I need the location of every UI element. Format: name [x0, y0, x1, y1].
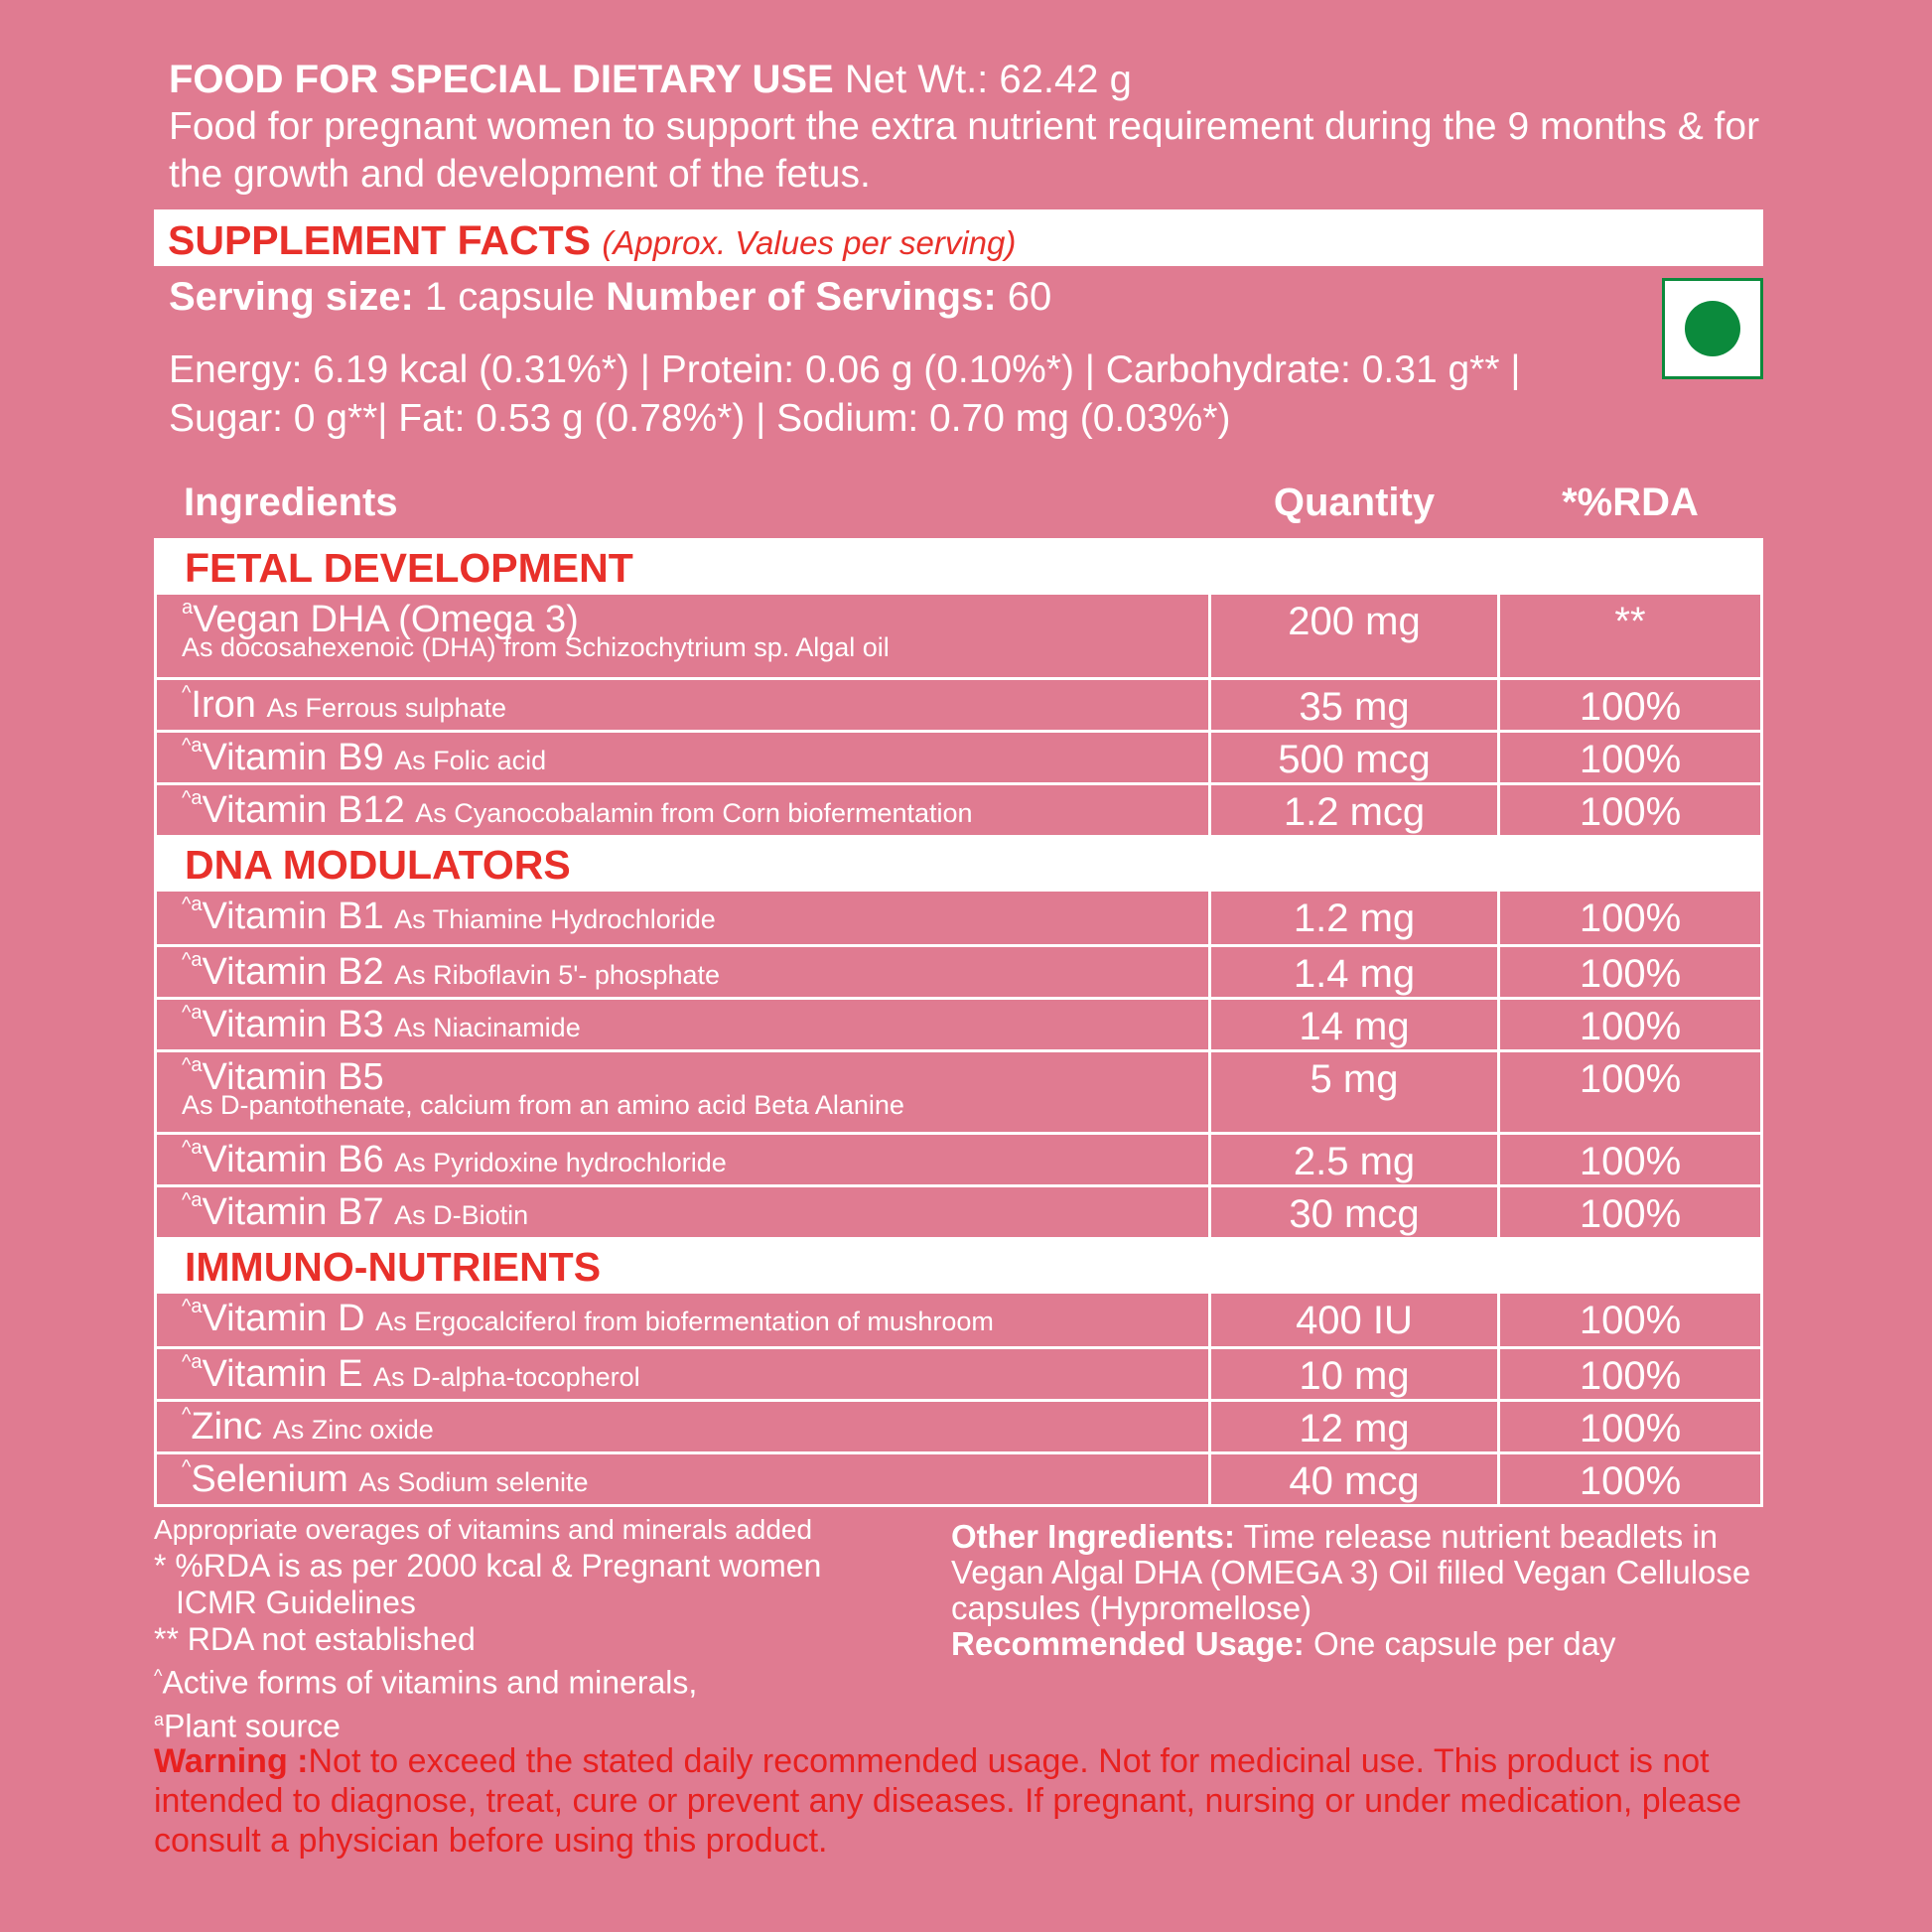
- ingredient-name: Zinc: [191, 1406, 263, 1448]
- ingredient-name: Vitamin B3: [202, 1004, 384, 1045]
- ingredient-mark: ^a: [182, 949, 203, 971]
- ingredient-mark: ^a: [182, 1189, 203, 1211]
- ingredient-cell: [157, 892, 1211, 944]
- quantity-cell: 500 mcg: [1211, 733, 1500, 782]
- section-header: DNA MODULATORS: [157, 835, 1760, 892]
- footnote-not-established: ** RDA not established: [154, 1621, 476, 1657]
- footnotes: [154, 1511, 928, 1744]
- header-ingredients: Ingredients: [184, 481, 398, 524]
- serving-size-label: Serving size:: [169, 275, 414, 319]
- supplement-facts-title: SUPPLEMENT FACTS: [168, 217, 591, 263]
- rda-cell: 100%: [1579, 685, 1682, 729]
- table-header: [154, 475, 1763, 524]
- ingredient-mark: ^: [182, 1404, 192, 1426]
- ingredient-name: Vitamin B9: [202, 737, 384, 778]
- supplement-facts-band: [154, 209, 1763, 266]
- table-row: [157, 1184, 1760, 1237]
- ingredient-source: As D-Biotin: [394, 1200, 529, 1230]
- ingredient-source: As Ergocalciferol from biofermentation of mushroom: [375, 1307, 994, 1336]
- ingredient-source: As D-alpha-tocopherol: [373, 1362, 640, 1392]
- table-row: [157, 1294, 1760, 1346]
- quantity-cell: 40 mcg: [1211, 1454, 1500, 1504]
- table-row: [157, 1049, 1760, 1132]
- ingredient-name: Vegan DHA (Omega 3): [193, 599, 579, 640]
- section-header: IMMUNO-NUTRIENTS: [157, 1237, 1760, 1294]
- rda-cell: 100%: [1579, 952, 1682, 996]
- footnote-active-text: Active forms of vitamins and minerals,: [162, 1664, 698, 1701]
- quantity-cell: 14 mg: [1211, 1000, 1500, 1049]
- quantity-cell: 1.2 mcg: [1211, 785, 1500, 835]
- footnote-rda-basis: * %RDA is as per 2000 kcal & Pregnant women: [154, 1548, 822, 1584]
- ingredient-source: As Cyanocobalamin from Corn biofermentation: [415, 798, 973, 828]
- ingredient-name: Vitamin B12: [202, 789, 405, 831]
- rda-cell: 100%: [1579, 738, 1682, 781]
- ingredient-cell: [157, 1454, 1211, 1504]
- ingredient-cell: [157, 1402, 1211, 1451]
- quantity-cell: 35 mg: [1211, 680, 1500, 730]
- table-row: [157, 997, 1760, 1049]
- warning: [154, 1741, 1782, 1861]
- rda-cell: 100%: [1579, 790, 1682, 834]
- quantity-cell: 2.5 mg: [1211, 1135, 1500, 1184]
- ingredient-name: Vitamin B5: [202, 1056, 384, 1098]
- ingredient-source: As Niacinamide: [394, 1013, 581, 1042]
- footnote-plant: [154, 1702, 928, 1745]
- serving-size-value: 1 capsule: [424, 275, 596, 319]
- quantity-cell: 1.4 mg: [1211, 947, 1500, 997]
- product-description: Food for pregnant women to support the extra nutrient requirement during the 9 months & for the growth and development of the fetus.: [169, 105, 1760, 196]
- ingredient-source: As D-pantothenate, calcium from an amino acid Beta Alanine: [182, 1090, 904, 1120]
- ingredient-mark: ^a: [182, 1054, 203, 1076]
- rda-cell: 100%: [1579, 1005, 1682, 1048]
- ingredient-mark: ^a: [182, 787, 203, 809]
- section-header: FETAL DEVELOPMENT: [157, 538, 1760, 595]
- ingredient-mark: ^a: [182, 894, 203, 915]
- ingredient-source: As Ferrous sulphate: [266, 693, 507, 723]
- ingredient-name: Vitamin B2: [202, 951, 384, 993]
- ingredient-source: As Riboflavin 5'- phosphate: [394, 960, 720, 990]
- quantity-cell: 400 IU: [1211, 1294, 1500, 1346]
- ingredient-source: As Zinc oxide: [272, 1415, 434, 1445]
- quantity-cell: 200 mg: [1211, 595, 1500, 677]
- ingredient-source: As Thiamine Hydrochloride: [394, 904, 716, 934]
- ingredient-mark: ^a: [182, 735, 203, 757]
- ingredient-mark: ^a: [182, 1002, 203, 1024]
- ingredient-source: As Pyridoxine hydrochloride: [394, 1148, 727, 1177]
- rda-cell: 100%: [1579, 1354, 1682, 1398]
- ingredient-cell: [157, 1135, 1211, 1184]
- rda-cell: 100%: [1579, 1407, 1682, 1450]
- table-row: [157, 1399, 1760, 1451]
- quantity-cell: 12 mg: [1211, 1402, 1500, 1451]
- rda-cell: 100%: [1579, 1140, 1682, 1183]
- table-row: [157, 1132, 1760, 1184]
- quantity-cell: 5 mg: [1211, 1052, 1500, 1132]
- quantity-cell: 1.2 mg: [1211, 892, 1500, 944]
- recommended-usage-label: Recommended Usage:: [951, 1625, 1305, 1662]
- footnote-active: [154, 1658, 928, 1702]
- rda-cell: **: [1614, 600, 1646, 643]
- ingredient-cell: [157, 680, 1211, 730]
- ingredient-cell: [157, 1349, 1211, 1399]
- ingredient-cell: [157, 1000, 1211, 1049]
- ingredient-cell: [157, 1052, 1211, 1132]
- ingredient-mark: ^a: [182, 1351, 203, 1373]
- other-ingredients-text: Time release nutrient beadlets in Vegan Algal DHA (OMEGA 3) Oil filled Vegan Cellulose capsules (Hypromellose): [951, 1518, 1751, 1626]
- ingredient-mark: ^: [182, 1456, 192, 1478]
- serving-info: [169, 275, 1051, 320]
- table-row: [157, 730, 1760, 782]
- ingredient-mark: a: [182, 597, 194, 619]
- rda-cell: 100%: [1579, 897, 1682, 940]
- net-weight: Net Wt.: 62.42 g: [844, 58, 1132, 101]
- table-row: [157, 892, 1760, 944]
- ingredient-source: As docosahexenoic (DHA) from Schizochytrium sp. Algal oil: [182, 632, 890, 662]
- table-row: [157, 595, 1760, 677]
- other-ingredients-label: Other Ingredients:: [951, 1518, 1236, 1555]
- table-row: [157, 944, 1760, 997]
- header-quantity: Quantity: [1273, 481, 1436, 524]
- category-label: FOOD FOR SPECIAL DIETARY USE: [169, 58, 834, 101]
- rda-cell: 100%: [1579, 1299, 1682, 1342]
- ingredients-table: [154, 538, 1763, 1507]
- ingredient-name: Selenium: [191, 1458, 348, 1500]
- ingredient-cell: [157, 1294, 1211, 1346]
- ingredient-name: Vitamin D: [202, 1298, 365, 1339]
- ingredient-name: Iron: [191, 684, 256, 726]
- ingredient-cell: [157, 733, 1211, 782]
- supplement-facts-subtitle: (Approx. Values per serving): [602, 224, 1017, 261]
- ingredient-mark: ^a: [182, 1137, 203, 1159]
- servings-count-value: 60: [1007, 275, 1052, 319]
- quantity-cell: 30 mcg: [1211, 1187, 1500, 1237]
- plant-mark: a: [154, 1709, 165, 1729]
- table-row: [157, 782, 1760, 835]
- ingredient-cell: [157, 785, 1211, 835]
- header-rda: *%RDA: [1562, 481, 1699, 524]
- recommended-usage-text: One capsule per day: [1312, 1625, 1616, 1662]
- nutrition-summary: Energy: 6.19 kcal (0.31%*) | Protein: 0.06 g (0.10%*) | Carbohydrate: 0.31 g** | Sugar: 0 g**| Fat: 0.53 g (0.78%*) | Sodium: 0.70 mg (0.03%*): [169, 348, 1521, 440]
- ingredient-name: Vitamin B6: [202, 1139, 384, 1180]
- ingredient-source: As Folic acid: [394, 746, 547, 775]
- table-row: [157, 677, 1760, 730]
- warning-label: Warning :: [154, 1742, 309, 1780]
- ingredient-cell: [157, 947, 1211, 997]
- table-row: [157, 1451, 1760, 1504]
- rda-cell: 100%: [1579, 1192, 1682, 1236]
- vegetarian-mark-icon: [1662, 278, 1763, 379]
- ingredient-source: As Sodium selenite: [358, 1467, 589, 1497]
- warning-text: Not to exceed the stated daily recommended usage. Not for medicinal use. This product is not intended to diagnose, treat, cure or prevent any diseases. If pregnant, nursing or under medication, please consult a physician before using this product.: [154, 1742, 1741, 1860]
- active-mark: ^: [154, 1666, 163, 1686]
- rda-cell: 100%: [1579, 1459, 1682, 1503]
- footnote-plant-text: Plant source: [164, 1708, 341, 1744]
- ingredient-cell: [157, 595, 1211, 677]
- ingredient-name: Vitamin B1: [202, 896, 384, 937]
- other-info: [951, 1519, 1775, 1662]
- product-heading: [169, 58, 1132, 102]
- ingredient-name: Vitamin E: [202, 1353, 363, 1395]
- table-row: [157, 1346, 1760, 1399]
- ingredient-mark: ^: [182, 682, 192, 704]
- footnote-overages: Appropriate overages of vitamins and minerals added: [154, 1514, 813, 1545]
- rda-cell: 100%: [1579, 1057, 1682, 1101]
- quantity-cell: 10 mg: [1211, 1349, 1500, 1399]
- footnote-rda-basis-cont: ICMR Guidelines: [176, 1585, 416, 1620]
- servings-count-label: Number of Servings:: [606, 275, 997, 319]
- ingredient-mark: ^a: [182, 1296, 203, 1317]
- ingredient-cell: [157, 1187, 1211, 1237]
- ingredient-name: Vitamin B7: [202, 1191, 384, 1233]
